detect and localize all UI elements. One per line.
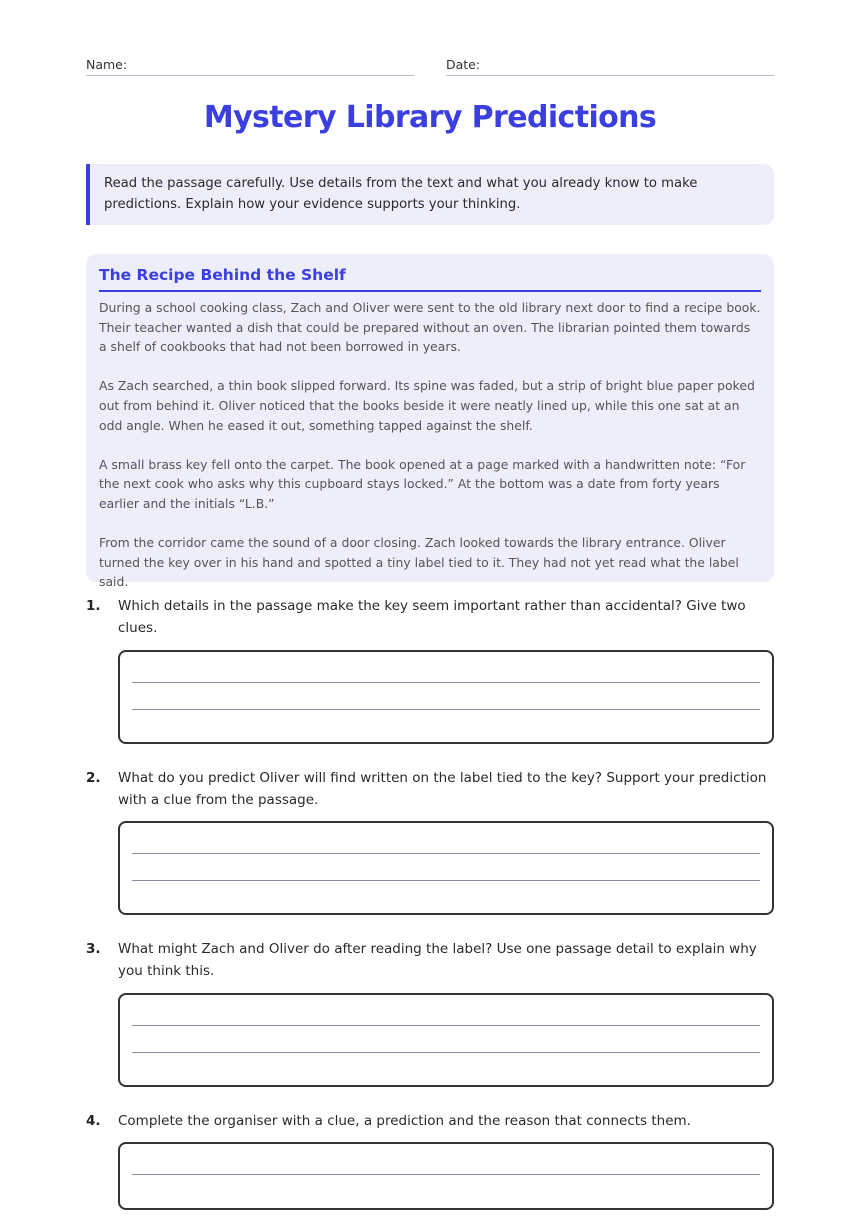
date-field[interactable]	[446, 54, 774, 76]
reading-passage	[86, 254, 774, 590]
name-label: Name:	[86, 57, 128, 72]
answer-line	[132, 682, 760, 683]
answer-box[interactable]	[118, 821, 774, 915]
name-field[interactable]	[86, 54, 414, 76]
passage-paragraph: As Zach searched, a thin book slipped forward. Its spine was faded, but a strip of bright blue paper poked out from behind it. Oliver noticed that the books beside it were neatly lined up, while this one sat at an odd angle. When he eased it out, something tapped against the shelf.	[99, 378, 755, 433]
answer-line	[132, 709, 760, 710]
question-number: 4.	[86, 1113, 101, 1129]
page-title: Mystery Library Predictions	[203, 100, 657, 135]
question-number: 3.	[86, 941, 101, 957]
answer-line	[132, 1025, 760, 1026]
answer-box[interactable]	[118, 1142, 774, 1210]
question-text: Complete the organiser with a clue, a prediction and the reason that connects them.	[118, 1113, 691, 1129]
answer-line	[132, 880, 760, 881]
answer-box[interactable]	[118, 993, 774, 1087]
passage-paragraph: A small brass key fell onto the carpet. The book opened at a page marked with a handwritten note: “For the next cook who asks why this cupboard stays locked.” At the bottom was a date from forty years earlier and the initials “L.B.”	[99, 456, 746, 511]
question-text: What might Zach and Oliver do after reading the label? Use one passage detail to explain why you think this.	[118, 941, 757, 979]
answer-line	[132, 1174, 760, 1175]
answer-box[interactable]	[118, 650, 774, 744]
question-text: Which details in the passage make the key seem important rather than accidental? Give two clues.	[118, 598, 746, 636]
answer-line	[132, 853, 760, 854]
question-text: What do you predict Oliver will find written on the label tied to the key? Support your prediction with a clue from the passage.	[118, 770, 767, 808]
instructions-box: Read the passage carefully. Use details from the text and what you already know to make predictions. Explain how your evidence supports your thinking.	[86, 164, 774, 225]
passage-paragraph: From the corridor came the sound of a door closing. Zach looked towards the library entrance. Oliver turned the key over in his hand and spotted a tiny label tied to it. They had not yet read what the label said.	[99, 535, 739, 590]
date-label: Date:	[446, 57, 481, 72]
student-info-row	[86, 54, 774, 78]
passage-paragraph: During a school cooking class, Zach and Oliver were sent to the old library next door to find a recipe book. Their teacher wanted a dish that could be prepared without an oven. The librarian pointed them towards a shelf of cookbooks that had not been borrowed in years.	[99, 300, 761, 355]
answer-line	[132, 1052, 760, 1053]
passage-title: The Recipe Behind the Shelf	[99, 264, 761, 292]
question-number: 2.	[86, 770, 101, 786]
question-number: 1.	[86, 598, 101, 614]
